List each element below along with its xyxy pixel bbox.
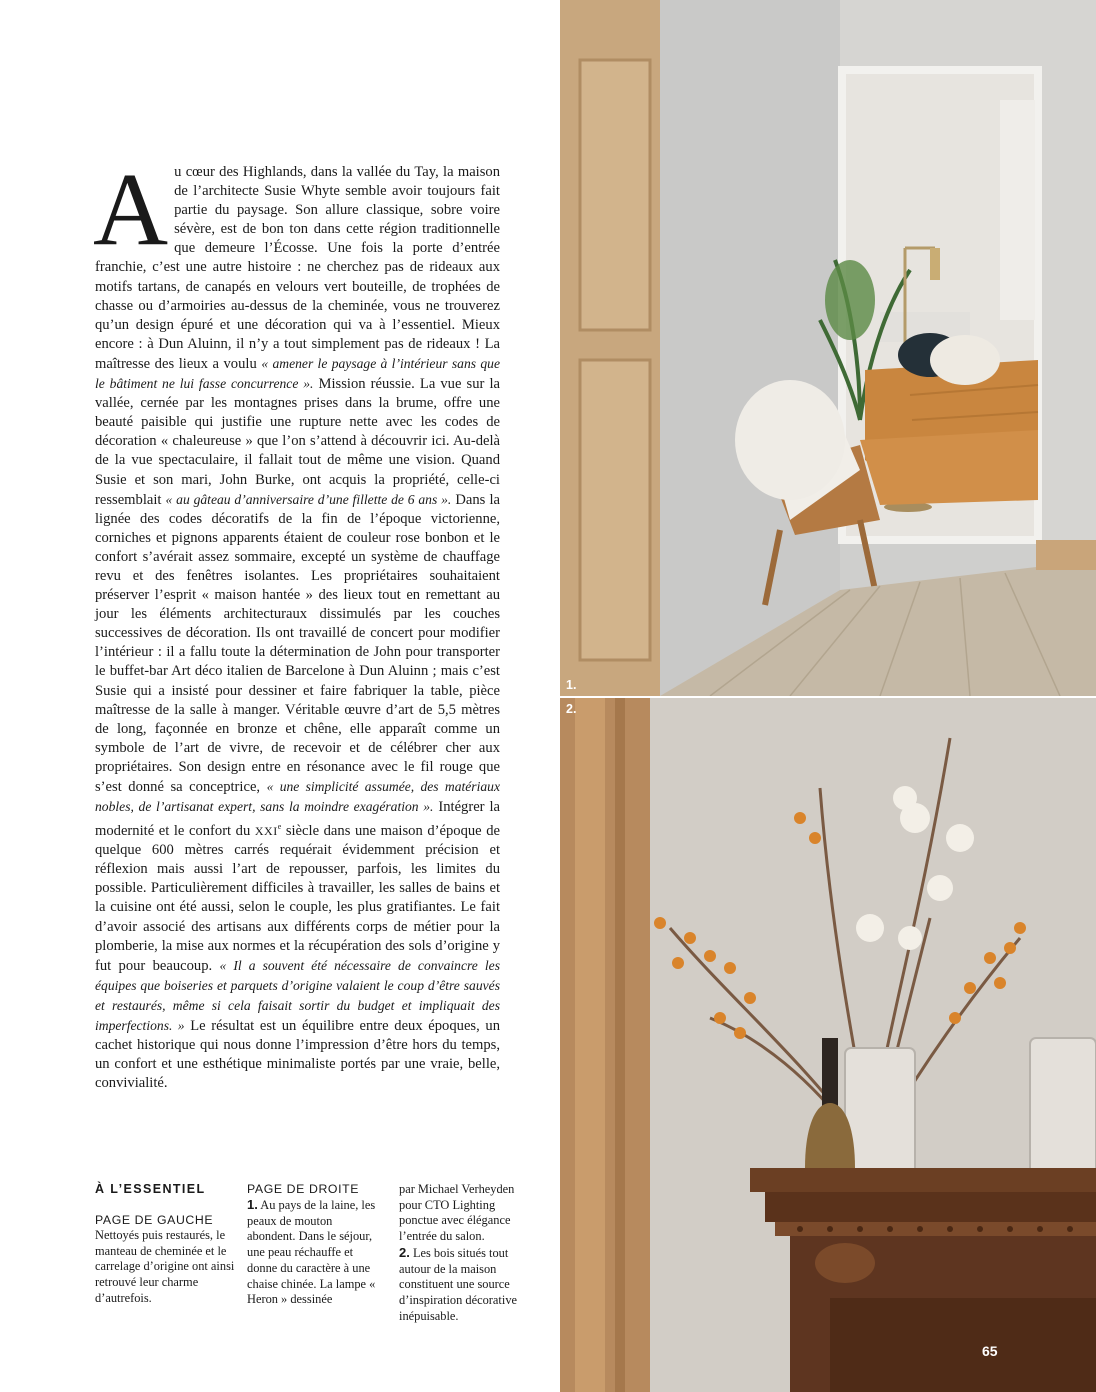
caption-subheading: PAGE DE DROITE [247,1182,360,1196]
article-body [93,152,501,1093]
caption-text: Les bois situés tout autour de la maison constituent une source d’inspiration décorative inépuisable. [399,1245,518,1323]
photo-label: 2. [566,702,577,716]
page-number: 65 [982,1343,998,1359]
quote: « une simplicité assumée, des matériaux nobles, de l’artisanat expert, sans la moindre exagération ». [95,779,501,815]
century-numeral: XXI [254,824,278,839]
caption-number: 1. [247,1197,258,1212]
quote: « au gâteau d’anniversaire d’une fillette de 6 ans ». [165,491,452,507]
photo-hallway-sofa [560,0,1096,696]
quote: « amener le paysage à l’intérieur sans que le bâtiment ne lui fasse concurrence ». [95,355,500,392]
drop-cap: A [93,152,169,267]
caption-right-page-cont [399,1182,537,1324]
caption-text: Au pays de la laine, les peaux de mouton abondent. Dans le séjour, une peau réchauffe et donne du caractère à une chaise chinée. La lampe « Heron » dessinée [247,1198,376,1307]
caption-right-page [247,1182,382,1308]
caption-number: 2. [399,1244,410,1260]
photo-label: 1. [566,678,577,692]
article-paragraph: Au cœur des Highlands, dans la vallée du Tay, la maison de l’architecte Susie Whyte semble avoir toujours fait partie du paysage. Son allure classique, sobre voire sévère, est de bon ton dans cette région traditionnelle que demeure l’Écosse. Une fois la porte d’entrée franchie, c’est une autre histoire : ne cherchez pas de rideaux aux motifs tartans, de canapés en velours vert bouteille, de trophées de chasse ou d’armoiries au-dessus de la cheminée, vous ne trouverez qu’un design épuré et une décoration qui va à l’essentiel. Mieux encore : à Dun Aluinn, il n’y a tout simplement pas de rideaux ! La maîtresse des lieux a voulu « amener le paysage à l’intérieur sans que le bâtiment ne lui fasse concurrence ». Mission réussie. La vue sur la vallée, cernée par les montagnes prises dans la brume, offre une beauté paisible qui justifie une rupture nette avec les codes de décoration « chaleureuse » que l’on s’attend à découvrir ici. Au-delà de la vue spectaculaire, il fallait tout de même une vision. Quand Susie et son mari, John Burke, ont acquis la propriété, celle-ci ressemblait « au gâteau d’anniversaire d’une fillette de 6 ans ». Dans la lignée des codes décoratifs de la fin de l’époque victorienne, corniches et pignons apparents étaient de couleur rose bonbon et le confort s’avérait assez sommaire, excepté un système de chauffage revu et des fenêtres isolantes. Les propriétaires souhaitaient préserver l’esprit « maison hantée » des lieux tout en remettant au jour les éléments architecturaux dissimulés par les couches successives de décoration. Ils ont travaillé de concert pour modifier l’intérieur : il a fallu toute la détermination de John pour transporter le buffet-bar Art déco italien de Barcelone à Dun Aluinn ; mais c’est Susie qui a insisté pour dessiner et faire fabriquer la table, pièce maîtresse de la salle à manger. Véritable œuvre d’art de 5,5 mètres de long, façonnée en bronze et chêne, elle apparaît comme un symbole de l’art de vivre, de recevoir et de célébrer cher aux propriétaires. Son design entre en résonance avec le fil rouge que s’est donné sa conceptrice, « une simplicité assumée, des matériaux nobles, de l’artisanat expert, sans la moindre exagération ». Intégrer la modernité et le confort du XXIe siècle dans une maison d’époque de quelque 600 mètres carrés requérait évidemment précision et réflexion mais aussi l’art de repousser, parfois, les limites du possible. Particulièrement difficiles à travailler, les salles de bains et la cuisine ont été aussi, selon le couple, les plus gratifiantes. Le fait d’avoir associé des artisans aux différents corps de métier pour la plomberie, la mise aux normes et la récupération des sols d’origine y fut pour beaucoup. « Il a souvent été nécessaire de convaincre les équipes que boiseries et parquets d’origine valaient le coup d’être sauvés et restaurés, même si cela faisait sortir du budget et impliquait des imperfections. » Le résultat est un équilibre entre deux époques, un cachet historique qui nous donne l’impression d’être hors du temps, un confort et une esthétique minimaliste portés par une vraie, belle, convivialité. [93,152,501,1092]
quote: « Il a souvent été nécessaire de convaincre les équipes que boiseries et parquets d’origine valaient le coup d’être sauvés et restaurés, même si cela faisait sortir du budget et impliquait des imperfections. » [95,957,500,1033]
caption-left-page [95,1213,235,1307]
photo-mantelpiece-branches [560,698,1096,1392]
caption-text: par Michael Verheyden pour CTO Lighting ponctue avec élégance l’entrée du salon. [399,1182,515,1244]
caption-text: Nettoyés puis restaurés, le manteau de cheminée et le carrelage d’origine ont ainsi retrouvé leur charme d’autrefois. [95,1228,235,1305]
caption-subheading: PAGE DE GAUCHE [95,1213,214,1227]
sidebar-heading: À L’ESSENTIEL [95,1182,206,1196]
